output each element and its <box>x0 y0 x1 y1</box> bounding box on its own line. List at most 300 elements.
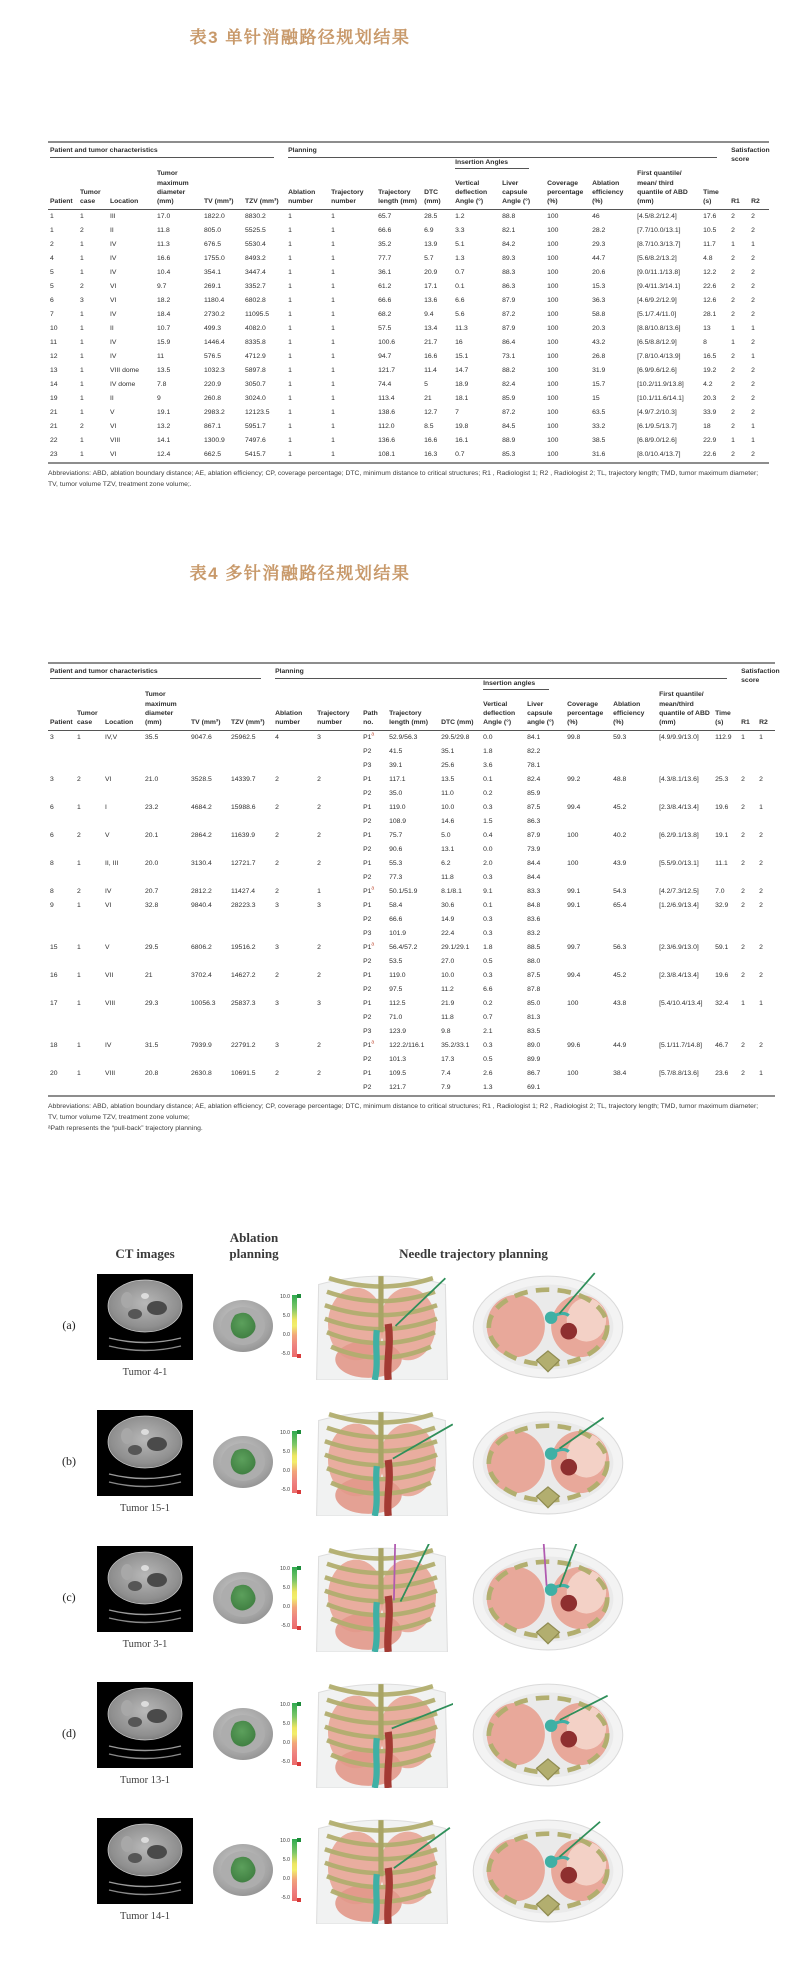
table-cell: 36.1 <box>378 269 392 277</box>
table-cell: 2.1 <box>483 1028 493 1036</box>
table-cell: IV dome <box>110 381 136 389</box>
table-cell: 1 <box>77 860 81 868</box>
table-cell: 31.6 <box>592 451 606 459</box>
table-cell: 28.5 <box>424 213 438 221</box>
table-cell: 1.3 <box>483 1084 493 1092</box>
table-cell: 2 <box>751 409 755 417</box>
table-cell: 58.8 <box>592 311 606 319</box>
table-cell: P1 <box>363 1000 372 1008</box>
table-cell: 75.7 <box>389 832 403 840</box>
table-cell <box>229 843 273 857</box>
column-header: Location <box>103 690 143 730</box>
table-cell: 18.1 <box>455 395 469 403</box>
table-cell: 11639.9 <box>231 832 256 840</box>
table-cell <box>273 1025 315 1039</box>
table-cell: 100 <box>547 325 559 333</box>
table-cell: 55.3 <box>389 860 403 868</box>
figure-row <box>52 1680 652 1788</box>
table-cell: 9.4 <box>424 311 434 319</box>
table-cell: IV <box>110 241 117 249</box>
table-cell: 0.0 <box>483 846 493 854</box>
table-cell: 100 <box>547 367 559 375</box>
table-cell: 1 <box>77 1042 81 1050</box>
table-cell <box>757 1025 775 1039</box>
table-cell: P2 <box>363 1056 372 1064</box>
table-cell: 1 <box>288 311 292 319</box>
table-cell <box>565 787 611 801</box>
table-cell: 13 <box>50 367 58 375</box>
table-cell: 87.5 <box>527 972 541 980</box>
table-cell: 89.3 <box>502 255 516 263</box>
table-cell: V <box>105 944 110 952</box>
table-cell: 14.9 <box>441 916 455 924</box>
table-cell: 16 <box>50 972 58 980</box>
table-cell: 112.5 <box>389 1000 406 1008</box>
table-cell: 22.4 <box>441 930 455 938</box>
table-cell: V <box>105 832 110 840</box>
table-cell: 14.7 <box>455 367 469 375</box>
table-cell: 100 <box>547 395 559 403</box>
table-cell <box>565 1011 611 1025</box>
table-cell: 1 <box>331 339 335 347</box>
table-cell <box>48 745 75 759</box>
table-cell: 18.9 <box>455 381 469 389</box>
table-cell: 2.0 <box>483 860 493 868</box>
table-row <box>48 955 775 969</box>
table-cell <box>315 1053 361 1067</box>
table-cell <box>713 1053 739 1067</box>
table-cell: 14627.2 <box>231 972 256 980</box>
table-cell: 13.9 <box>424 241 438 249</box>
table-cell: 867.1 <box>204 423 222 431</box>
table-cell: 18.4 <box>157 311 171 319</box>
table-cell: 66.6 <box>378 297 392 305</box>
table-cell: 10056.3 <box>191 1000 216 1008</box>
table-cell <box>143 955 189 969</box>
table-cell: 2 <box>731 367 735 375</box>
table-cell: 1 <box>80 409 84 417</box>
table-cell: 100.6 <box>378 339 396 347</box>
table-cell: 5 <box>50 283 54 291</box>
table-cell <box>229 927 273 941</box>
table-cell: 19 <box>50 395 58 403</box>
column-header: Patient <box>48 169 78 209</box>
table-cell: 2 <box>759 944 763 952</box>
table-cell: 1 <box>288 297 292 305</box>
table-cell: 0.7 <box>455 451 465 459</box>
table-cell: 50.1/51.9 <box>389 888 418 896</box>
table-cell: 3447.4 <box>245 269 266 277</box>
table-cell: 57.5 <box>378 325 392 333</box>
table-cell: 1 <box>331 283 335 291</box>
table-cell: 3024.0 <box>245 395 266 403</box>
table-cell: 1 <box>288 339 292 347</box>
table-cell: 2 <box>317 972 321 980</box>
table-cell: 2 <box>731 311 735 319</box>
table-cell: 2 <box>741 1070 745 1078</box>
table-cell <box>273 1081 315 1096</box>
table-cell: II, III <box>105 860 119 868</box>
table-cell: 1 <box>331 451 335 459</box>
table-cell <box>229 1053 273 1067</box>
table-cell: 5951.7 <box>245 423 266 431</box>
table-cell: 8493.2 <box>245 255 266 263</box>
table-cell <box>739 871 757 885</box>
table-cell <box>189 955 229 969</box>
table-cell: 88.8 <box>502 213 516 221</box>
table-cell <box>315 927 361 941</box>
table-cell: 8335.8 <box>245 339 266 347</box>
table-cell: 2 <box>751 311 755 319</box>
table-row <box>48 266 769 280</box>
table-row <box>48 434 769 448</box>
tumor-label: Tumor 14-1 <box>119 1910 171 1922</box>
table-cell <box>48 759 75 773</box>
table-cell: 1 <box>759 734 763 742</box>
table-cell <box>611 927 657 941</box>
table-cell: [5.4/10.4/13.4] <box>659 1000 703 1008</box>
table-cell: 1 <box>77 972 81 980</box>
table-cell: 1 <box>80 451 84 459</box>
figure-header-ablation: Ablation planning <box>229 1229 279 1261</box>
table-cell <box>143 1011 189 1025</box>
table-cell <box>48 787 75 801</box>
table-cell: 26.8 <box>592 353 606 361</box>
table-cell <box>75 927 103 941</box>
table-cell: 33.2 <box>592 423 606 431</box>
table-row <box>48 280 769 294</box>
table-cell: [6.9/9.6/12.6] <box>637 367 677 375</box>
table-cell: 6.9 <box>424 227 434 235</box>
table-cell: 17 <box>50 1000 58 1008</box>
table-cell <box>48 955 75 969</box>
table-cell: 2 <box>731 255 735 263</box>
table-cell: 0.2 <box>483 790 493 798</box>
table-cell: 35.2 <box>378 241 392 249</box>
table-cell: 1 <box>288 353 292 361</box>
table-cell <box>229 871 273 885</box>
table-cell: 13 <box>703 325 711 333</box>
table-cell: 66.6 <box>378 227 392 235</box>
table-cell <box>757 745 775 759</box>
table-cell: 17.0 <box>157 213 171 221</box>
table-row <box>48 238 769 252</box>
table-cell <box>657 843 713 857</box>
table-cell <box>189 1053 229 1067</box>
table-cell: 2 <box>317 1042 321 1050</box>
column-header: Liver capsule angle (°) <box>525 690 565 730</box>
table-cell: 0.0 <box>483 734 493 742</box>
table-cell <box>229 1011 273 1025</box>
table-cell <box>48 983 75 997</box>
table-cell: 68.2 <box>378 311 392 319</box>
table-cell: 1 <box>331 227 335 235</box>
ct-image <box>97 1410 193 1496</box>
table-cell: 2 <box>741 902 745 910</box>
table-cell: 6.2 <box>441 860 451 868</box>
table-cell: 14339.7 <box>231 776 256 784</box>
torso-render <box>311 1408 453 1516</box>
table-cell <box>103 815 143 829</box>
table-row <box>48 350 769 364</box>
table-cell: 2 <box>751 297 755 305</box>
table-cell: 101.9 <box>389 930 407 938</box>
column-header: Time (s) <box>713 690 739 730</box>
table-row <box>48 448 769 463</box>
table-cell <box>189 1011 229 1025</box>
table-cell: 28223.3 <box>231 902 256 910</box>
table-cell: VI <box>110 283 117 291</box>
table4-title: 表4 多针消融路径规划结果 <box>189 564 411 584</box>
table-cell: 33.9 <box>703 409 717 417</box>
table-cell: 15.1 <box>455 353 469 361</box>
table-cell <box>273 815 315 829</box>
table-cell: 662.5 <box>204 451 222 459</box>
table-cell: 1 <box>288 269 292 277</box>
table-cell <box>75 1081 103 1096</box>
table-cell: 13.4 <box>424 325 438 333</box>
table-cell <box>103 913 143 927</box>
table-cell: 1 <box>288 409 292 417</box>
table-cell: 122.2/116.1 <box>389 1042 425 1050</box>
table-cell: 97.5 <box>389 986 403 994</box>
table-cell: 260.8 <box>204 395 222 403</box>
table-row <box>48 745 775 759</box>
table-cell: 100 <box>567 832 579 840</box>
table-cell: 19.6 <box>715 972 729 980</box>
table-cell: [8.8/10.8/13.6] <box>637 325 681 333</box>
table-row <box>48 1081 775 1096</box>
ablation-blob <box>211 1841 275 1899</box>
table-cell: VIII <box>105 1070 116 1078</box>
group-insertion-angles: Insertion angles <box>481 679 565 690</box>
table-cell: 1 <box>80 395 84 403</box>
table-cell <box>229 745 273 759</box>
table-cell: 56.4/57.2 <box>389 944 418 952</box>
table-cell: 86.7 <box>527 1070 541 1078</box>
table4-footnote: Abbreviations: ABD, ablation boundary distance; AE, ablation efficiency; CP, coverage percentage; DTC, minimum distance to critical structures; R1 , Radiologist 1; R2 , Radiologist 2; TL, trajectory length; TMD, tumor maximum diameter; TV, tumor volume TZV, treatment zone volume; <box>48 1103 759 1121</box>
table-cell: 45.2 <box>613 804 627 812</box>
table-cell <box>103 787 143 801</box>
table-cell <box>611 871 657 885</box>
table-cell: 3 <box>317 734 321 742</box>
table-cell: 99.4 <box>567 972 581 980</box>
table-cell: 39.1 <box>389 762 403 770</box>
table-cell <box>189 759 229 773</box>
table-cell: 5 <box>424 381 428 389</box>
table-cell: 83.6 <box>527 916 541 924</box>
table-cell <box>273 871 315 885</box>
table-cell <box>75 871 103 885</box>
table-cell <box>273 913 315 927</box>
table-cell: 35.1 <box>441 748 455 756</box>
table-cell: 73.1 <box>502 353 516 361</box>
table-cell: 1 <box>288 423 292 431</box>
table-cell <box>757 759 775 773</box>
table-cell <box>713 1011 739 1025</box>
table-cell: 2 <box>317 860 321 868</box>
figure-header-needle: Needle trajectory planning <box>399 1245 548 1261</box>
table-cell: 1 <box>50 227 54 235</box>
table-cell: P1 <box>363 972 372 980</box>
table-cell: [5.1/7.4/11.0] <box>637 311 677 319</box>
table-cell <box>75 843 103 857</box>
column-header: Trajectory length (mm) <box>387 690 439 730</box>
table-cell: [4.9/9.9/13.0] <box>659 734 699 742</box>
table-cell <box>229 1025 273 1039</box>
table-cell: 99.2 <box>567 776 581 784</box>
column-header: Tumor maximum diameter (mm) <box>143 690 189 730</box>
table-cell: 5530.4 <box>245 241 266 249</box>
table-cell <box>143 1053 189 1067</box>
figure-row <box>52 1816 652 1924</box>
table-cell: 1 <box>288 213 292 221</box>
table-cell: 0.2 <box>483 1000 493 1008</box>
table-cell: 8 <box>50 860 54 868</box>
table-cell: 88.9 <box>502 437 516 445</box>
table-cell: 3 <box>275 944 279 952</box>
table-cell <box>757 871 775 885</box>
table-cell <box>657 1081 713 1096</box>
table-cell: 27.0 <box>441 958 455 966</box>
colorbar <box>280 1295 297 1357</box>
table-cell <box>143 927 189 941</box>
table-row <box>48 392 769 406</box>
table-cell: 21 <box>50 409 58 417</box>
table-cell: 1.3 <box>455 255 465 263</box>
table-cell: 1 <box>759 1070 763 1078</box>
table-cell: 83.3 <box>527 888 541 896</box>
table-row <box>48 899 775 913</box>
table-cell: 6802.8 <box>245 297 266 305</box>
table-cell: 2730.2 <box>204 311 225 319</box>
table-cell: [8.0/10.4/13.7] <box>637 451 681 459</box>
column-header: Tumor maximum diameter (mm) <box>155 169 202 209</box>
figure-row-label: (b) <box>62 1454 76 1469</box>
table-cell: 7 <box>50 311 54 319</box>
table-cell: IV <box>110 269 117 277</box>
table-cell <box>229 913 273 927</box>
table-cell <box>315 843 361 857</box>
table-cell <box>143 843 189 857</box>
table-cell: [6.5/8.8/12.9] <box>637 339 677 347</box>
table-cell: 2 <box>77 776 81 784</box>
ct-image <box>97 1818 193 1904</box>
table-cell: 15.3 <box>592 283 606 291</box>
table-cell: VI <box>110 451 117 459</box>
table-cell: 1446.4 <box>204 339 225 347</box>
table-cell <box>75 1011 103 1025</box>
table-cell: 1 <box>77 734 81 742</box>
table-cell <box>75 745 103 759</box>
table-cell: P3 <box>363 1028 372 1036</box>
table-cell: VIII dome <box>110 367 140 375</box>
table-cell: 17.3 <box>441 1056 455 1064</box>
table-cell: 1 <box>331 311 335 319</box>
table-cell: P1 <box>363 832 372 840</box>
table-cell: 10 <box>50 325 58 333</box>
table-cell: 2 <box>275 776 279 784</box>
table-cell: 11095.5 <box>245 311 270 319</box>
table-cell: 2 <box>741 804 745 812</box>
table-cell: 1 <box>331 241 335 249</box>
table-cell: P2 <box>363 1084 372 1092</box>
table-cell <box>189 815 229 829</box>
table-cell: 2 <box>751 227 755 235</box>
table-cell: 1.2 <box>455 213 465 221</box>
table-cell: 2 <box>275 860 279 868</box>
table-cell: 100 <box>547 353 559 361</box>
table-cell <box>657 1011 713 1025</box>
table-cell <box>713 745 739 759</box>
table-cell: P2 <box>363 986 372 994</box>
table-cell: 29.3 <box>592 241 606 249</box>
table-cell: 23.2 <box>145 804 159 812</box>
table-cell <box>565 843 611 857</box>
table-cell <box>315 983 361 997</box>
table-cell: 89.9 <box>527 1056 541 1064</box>
table-cell: 44.9 <box>613 1042 627 1050</box>
table-cell: 82.1 <box>502 227 516 235</box>
table-cell: 1 <box>751 353 755 361</box>
table-cell <box>611 787 657 801</box>
table-cell: 2812.2 <box>191 888 212 896</box>
column-header: Ablation efficiency (%) <box>590 169 635 209</box>
table-cell: 2 <box>759 1042 763 1050</box>
table-cell <box>229 1081 273 1096</box>
table-cell: 20.0 <box>145 860 159 868</box>
table-cell <box>103 983 143 997</box>
table-cell: 31.9 <box>592 367 606 375</box>
table-cell: 1 <box>80 367 84 375</box>
table-cell: 85.9 <box>502 395 516 403</box>
table-cell <box>657 871 713 885</box>
table-row <box>48 252 769 266</box>
table-row <box>48 983 775 997</box>
table-cell <box>273 787 315 801</box>
table-cell: 45.2 <box>613 972 627 980</box>
table-cell <box>273 745 315 759</box>
table-cell: 81.3 <box>527 1014 541 1022</box>
table-cell: 99.7 <box>567 944 581 952</box>
table-cell: 99.1 <box>567 888 581 896</box>
table-cell: 15.7 <box>592 381 606 389</box>
table-cell: 22791.2 <box>231 1042 256 1050</box>
table-cell <box>739 1025 757 1039</box>
table-cell: 88.5 <box>527 944 541 952</box>
table-cell <box>611 1081 657 1096</box>
table-cell: 43.8 <box>613 1000 627 1008</box>
table-cell: 28.2 <box>592 227 606 235</box>
table-cell: 7 <box>455 409 459 417</box>
colorbar-gradient <box>292 1431 297 1493</box>
table-cell: 6.6 <box>483 986 493 994</box>
column-header: Tumor case <box>78 169 108 209</box>
table-cell: 84.1 <box>527 734 541 742</box>
table-cell: 2 <box>275 972 279 980</box>
table-cell: 2 <box>317 776 321 784</box>
table-cell: 2 <box>731 409 735 417</box>
table-cell <box>143 787 189 801</box>
figure-headers <box>52 1230 652 1262</box>
table-cell: 11.2 <box>441 986 454 994</box>
table-cell: 269.1 <box>204 283 222 291</box>
table-cell: 354.1 <box>204 269 222 277</box>
table-cell: 21.0 <box>145 776 159 784</box>
table-cell: 1180.4 <box>204 297 225 305</box>
table-cell: 2 <box>751 451 755 459</box>
table-cell <box>143 871 189 885</box>
